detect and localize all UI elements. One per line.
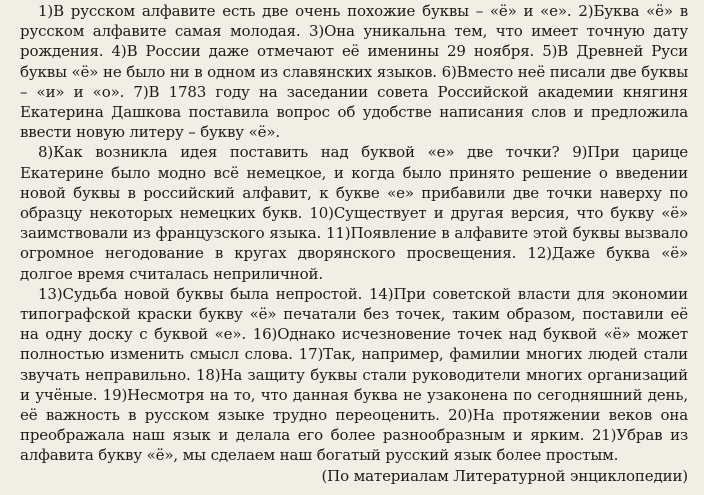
paragraph-3: 13)Судьба новой буквы была непростой. 14)При советской власти для экономии типографской краски букву «ё» печатали без точек, таким образом, поставили её на одну доску с буквой «е». 16)Однако исчезновение точек над буквой «ё» может полностью изменить смысл слова. 17)Так, например, фамилии многих людей стали звучать неправильно. 18)На защиту буквы стали руководители многих организаций и учёные. 19)Несмотря на то, что данная буква не узаконена по сегодняшний день, её важность в русском языке трудно переоценить. 20)На протяжении веков она преображала наш язык и делала его более разнообразным и ярким. 21)Убрав из алфавита букву «ё», мы сделаем наш богатый русский язык более простым. xyxy=(20,284,688,465)
paragraph-2: 8)Как возникла идея поставить над буквой «е» две точки? 9)При царице Екатерине было модно всё немецкое, и когда было принято решение о введении новой буквы в российский алфавит, к букве «е» прибавили две точки наверху по образцу некоторых немецких букв. 10)Существует и другая версия, что букву «ё» заимствовали из французского языка. 11)Появление в алфавите этой буквы вызвало огромное негодование в кругах дворянского просвещения. 12)Даже буква «ё» долгое время считалась неприличной. xyxy=(20,143,688,283)
paragraph-1: 1)В русском алфавите есть две очень похожие буквы – «ё» и «е». 2)Буква «ё» в русском алфавите самая молодая. 3)Она уникальна тем, что имеет точную дату рождения. 4)В России даже отмечают её именины 29 ноября. 5)В Древней Руси буквы «ё» не было ни в одном из славянских языков. 6)Вместо неё писали две буквы – «и» и «о». 7)В 1783 году на заседании совета Российской академии княгиня Екатерина Дашкова поставила вопрос об удобстве написания слов и предложила ввести новую литеру – букву «ё». xyxy=(20,2,688,142)
source-attribution: (По материалам Литературной энциклопедии) xyxy=(321,466,688,485)
